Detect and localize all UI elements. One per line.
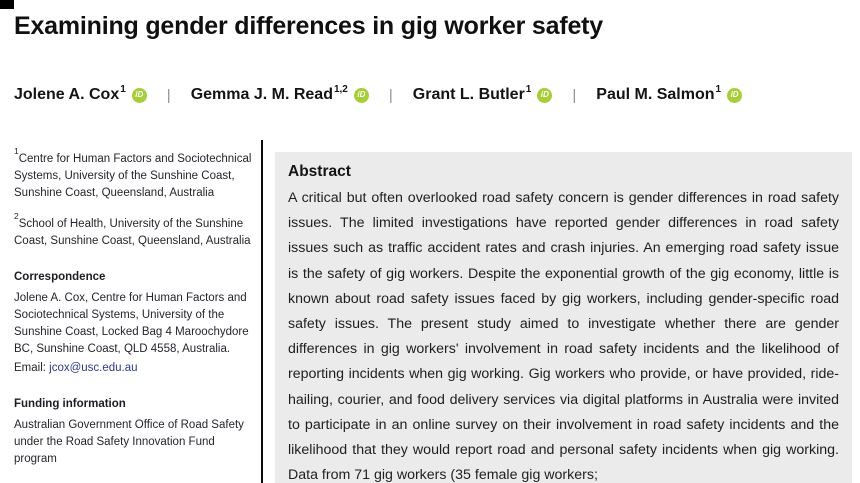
author-affiliation-sup: 1 xyxy=(120,83,126,95)
author-name: Gemma J. M. Read xyxy=(190,86,333,103)
affiliation-sup: 2 xyxy=(14,210,19,221)
author-name: Grant L. Butler xyxy=(412,86,525,103)
email-label: Email: xyxy=(14,361,50,374)
orcid-id-glyph: iD xyxy=(540,90,549,99)
article-title: Examining gender differences in gig worker safety xyxy=(14,12,603,40)
affiliation-text: School of Health, University of the Sunshine Coast, Sunshine Coast, Queensland, Australia xyxy=(14,217,251,247)
author-entry xyxy=(596,83,742,104)
abstract-body: A critical but often overlooked road safety concern is gender differences in road safety issues. The limited investigations have reported gender differences in road safety issues such as traffic accident rates and crash injuries. An emerging road safety issue is the safety of gig workers. Despite the exponential growth of the gig economy, little is known about road safety issues faced by gig workers, including gender-specific road safety issues. The present study aimed to investigate whether there are gender differences in gig workers' involvement in road safety incidents and the likelihood of reporting incidents when gig working. Gig workers who provide, or have provided, ride-hailing, courier, and food delivery services via digital platforms in Australia were invited to participate in an online survey on their involvement in road safety incidents and the likelihood that they would report road and personal safety incidents when gig working. Data from 71 gig workers (35 female gig workers; xyxy=(288,190,839,483)
article-meta-column xyxy=(14,146,256,477)
orcid-icon[interactable] xyxy=(354,88,369,103)
abstract-heading: Abstract xyxy=(288,163,351,180)
correspondence-email-line xyxy=(14,360,256,377)
funding-body: Australian Government Office of Road Safety under the Road Safety Innovation Fund program xyxy=(14,418,244,465)
orcid-id-glyph: iD xyxy=(730,90,739,99)
affiliation-text: Centre for Human Factors and Sociotechnical Systems, University of the Sunshine Coast, Sunshine Coast, Queensland, Australia xyxy=(14,152,252,199)
author-separator: | xyxy=(572,86,577,104)
correspondence-body: Jolene A. Cox, Centre for Human Factors and Sociotechnical Systems, University of the Sunshine Coast, Locked Bag 4 Maroochydore BC, Sunshine Coast, QLD 4558, Australia. xyxy=(14,291,249,355)
author-name: Jolene A. Cox xyxy=(14,86,120,103)
author-name: Paul M. Salmon xyxy=(596,86,715,103)
orcid-icon[interactable] xyxy=(727,88,742,103)
author-separator: | xyxy=(388,86,393,104)
affiliation-1 xyxy=(14,146,256,202)
column-divider xyxy=(261,140,263,483)
author-entry xyxy=(412,83,553,104)
orcid-icon[interactable] xyxy=(537,88,552,103)
author-separator: | xyxy=(166,86,171,104)
author-entry xyxy=(190,83,369,104)
author-affiliation-sup: 1 xyxy=(525,83,532,95)
orcid-id-glyph: iD xyxy=(135,90,144,99)
affiliation-2 xyxy=(14,211,256,250)
email-link[interactable]: jcox@usc.edu.au xyxy=(49,361,138,374)
author-list xyxy=(14,83,854,104)
page-corner-mark xyxy=(0,0,14,9)
correspondence-heading: Correspondence xyxy=(14,270,106,283)
affiliation-sup: 1 xyxy=(14,146,19,156)
funding-heading: Funding information xyxy=(14,397,126,410)
author-affiliation-sup: 1 xyxy=(715,83,722,95)
orcid-id-glyph: iD xyxy=(357,90,366,99)
author-affiliation-sup: 1,2 xyxy=(333,83,348,95)
orcid-icon[interactable] xyxy=(132,88,147,103)
author-entry xyxy=(14,83,147,104)
abstract-panel xyxy=(275,152,852,483)
